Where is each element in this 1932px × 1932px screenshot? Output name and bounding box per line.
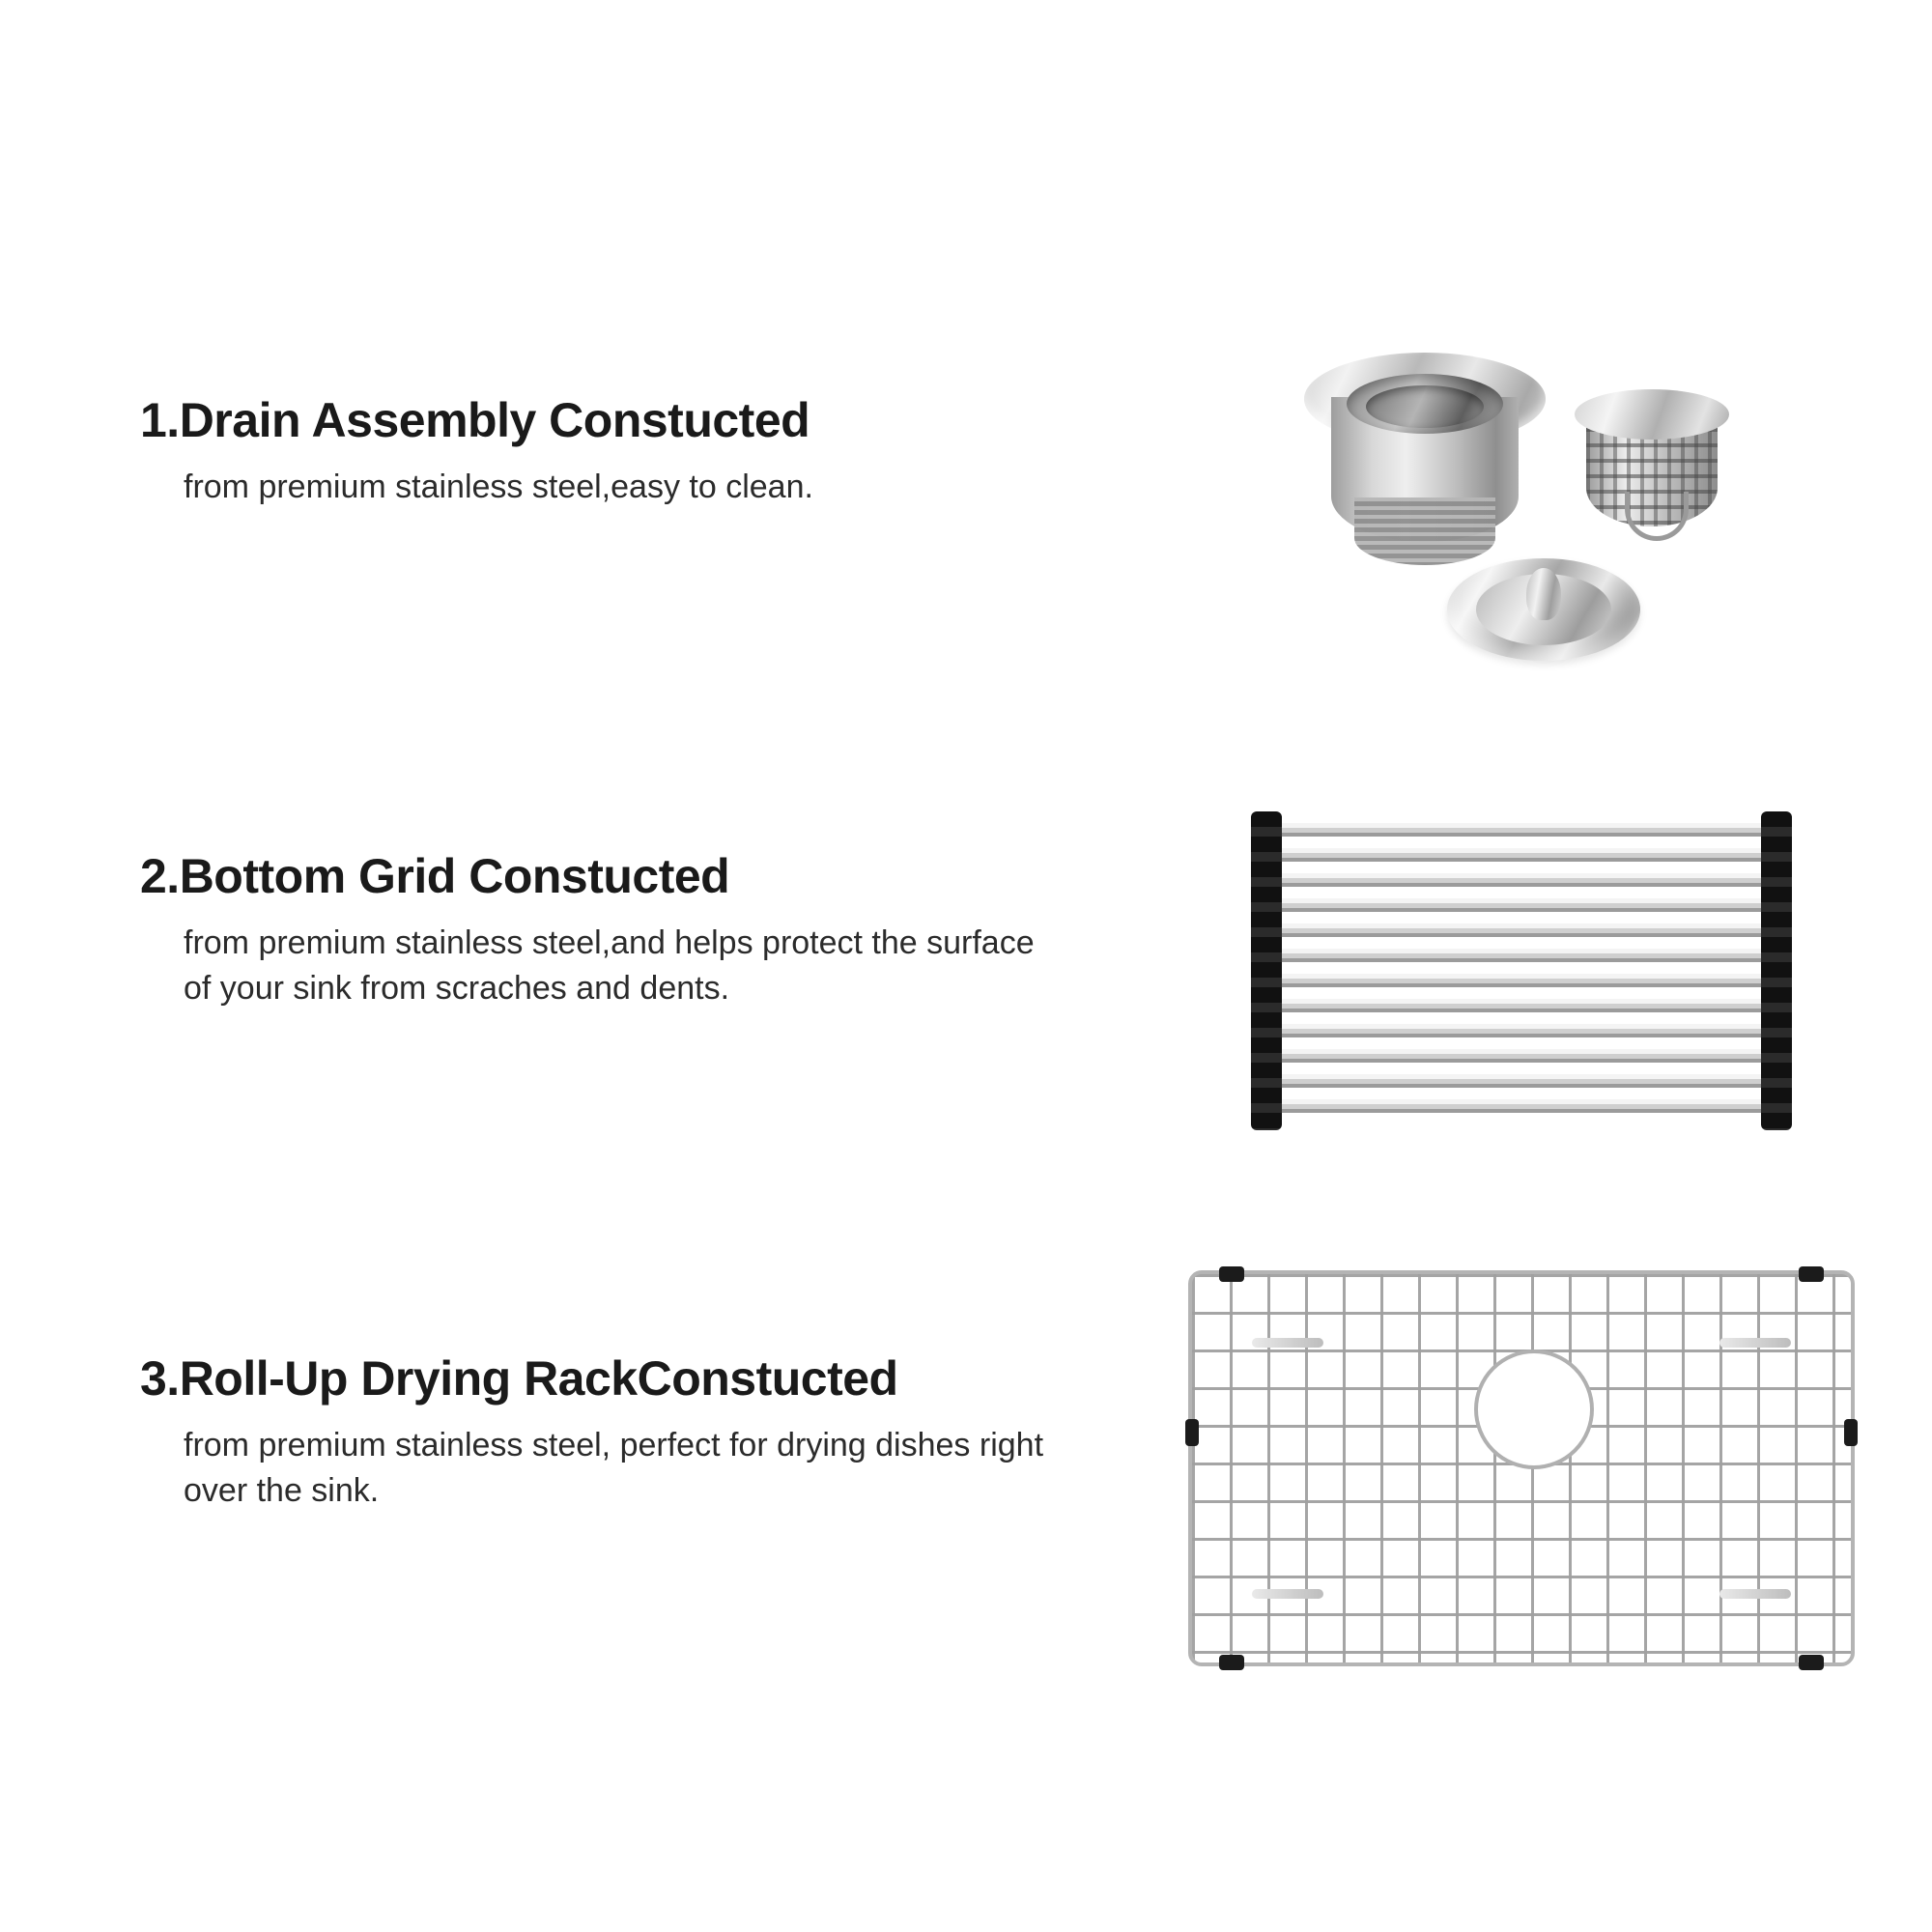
feature-1-body: from premium stainless steel,easy to clean. [184,469,813,505]
feature-2-title: 2.Bottom Grid Constucted [140,849,730,903]
feature-1-text [0,394,1043,510]
grid-mesh-graphic [1188,1270,1855,1666]
stopper-knob-graphic [1526,568,1561,620]
bottom-grid-photo [1188,1270,1855,1666]
basket-rim-graphic [1575,389,1729,440]
grid-foot-left-mid [1185,1419,1199,1446]
grid-bumper-2 [1719,1338,1791,1348]
rollup-right-edge-graphic [1761,811,1792,1130]
feature-3-body: from premium stainless steel, perfect for drying dishes right over the sink. [184,1427,1044,1509]
drain-stopper-graphic [1447,541,1640,686]
grid-bumper-4 [1719,1589,1791,1599]
grid-drain-hole-graphic [1474,1350,1594,1469]
grid-bumper-1 [1252,1338,1323,1348]
feature-3-text [0,1352,1043,1514]
feature-3-title: 3.Roll-Up Drying RackConstucted [140,1351,898,1406]
rollup-bars-graphic [1278,823,1765,1119]
feature-1-title: 1.Drain Assembly Constucted [140,393,810,447]
drain-body-graphic [1304,353,1546,560]
strainer-basket-graphic [1575,389,1729,549]
rollup-left-edge-graphic [1251,811,1282,1130]
basket-handle-graphic [1625,492,1689,541]
grid-foot-top-right [1799,1266,1824,1282]
grid-bumper-3 [1252,1589,1323,1599]
feature-block-2 [0,850,1043,1011]
rollup-frame-graphic [1241,811,1802,1130]
feature-block-3 [0,1352,1043,1514]
drain-assembly-photo [1285,343,1826,710]
feature-block-1 [0,394,1043,510]
grid-foot-right-mid [1844,1419,1858,1446]
feature-2-body: from premium stainless steel,and helps protect the surface of your sink from scraches and dents. [184,924,1035,1007]
grid-foot-bottom-left [1219,1655,1244,1670]
roll-up-rack-photo [1241,802,1802,1140]
grid-foot-top-left [1219,1266,1244,1282]
drain-inner-bowl-graphic [1366,385,1484,428]
feature-2-text [0,850,1043,1011]
grid-foot-bottom-right [1799,1655,1824,1670]
